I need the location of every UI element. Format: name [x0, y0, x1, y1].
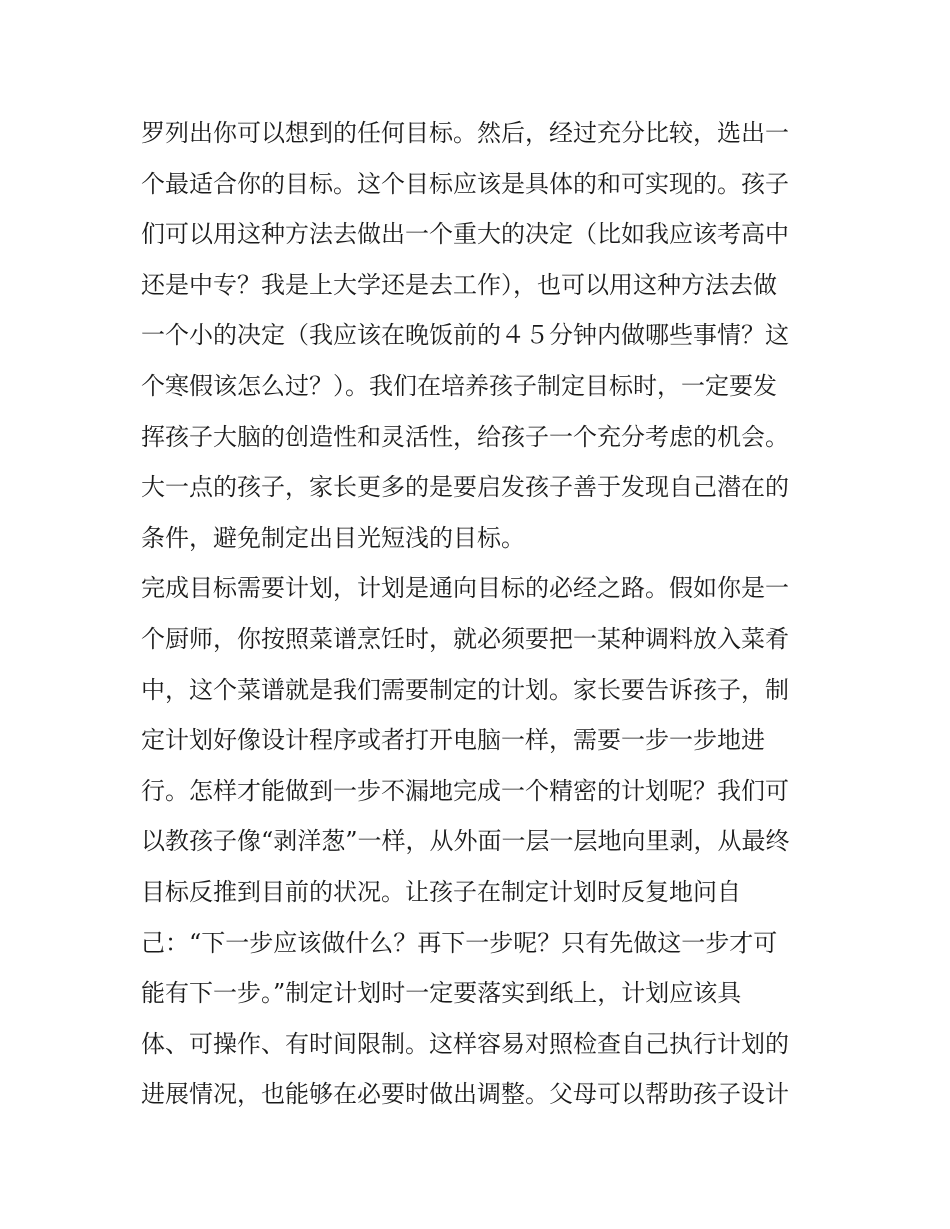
text-line: 个最适合你的目标。这个目标应该是具体的和可实现的。孩子: [141, 169, 789, 198]
text-line: 行。怎样才能做到一步不漏地完成一个精密的计划呢？我们可: [141, 776, 789, 805]
text-line: 个厨师，你按照菜谱烹饪时，就必须要把一某种调料放入菜肴: [141, 624, 789, 653]
text-line: 挥孩子大脑的创造性和灵活性，给孩子一个充分考虑的机会。: [141, 422, 789, 451]
text-line: 大一点的孩子，家长更多的是要启发孩子善于发现自己潜在的: [141, 473, 789, 502]
text-line: 目标反推到目前的状况。让孩子在制定计划时反复地问自: [141, 877, 741, 906]
body-text: [141, 108, 821, 1120]
text-line: 罗列出你可以想到的任何目标。然后，经过充分比较，选出一: [141, 119, 789, 147]
text-line: 个寒假该怎么过？）。我们在培养孩子制定目标时，一定要发: [141, 371, 777, 400]
text-line: 定计划好像设计程序或者打开电脑一样，需要一步一步地进: [141, 726, 765, 755]
text-line: 们可以用这种方法去做出一个重大的决定（比如我应该考高中: [141, 220, 789, 249]
text-line: 条件，避免制定出目光短浅的目标。: [141, 523, 525, 552]
text-line: 进展情况，也能够在必要时做出调整。父母可以帮助孩子设计: [141, 1080, 789, 1109]
text-line: 完成目标需要计划，计划是通向目标的必经之路。假如你是一: [141, 574, 789, 603]
text-line: 还是中专？我是上大学还是去工作），也可以用这种方法去做: [141, 270, 777, 299]
text-line: 中，这个菜谱就是我们需要制定的计划。家长要告诉孩子，制: [141, 675, 789, 704]
text-line: 一个小的决定（我应该在晚饭前的４５分钟内做哪些事情？这: [141, 321, 789, 350]
text-line: 体、可操作、有时间限制。这样容易对照检查自己执行计划的: [141, 1029, 789, 1058]
text-line: 己：“下一步应该做什么？再下一步呢？只有先做这一步才可: [141, 928, 778, 957]
text-line: 能有下一步。”制定计划时一定要落实到纸上，计划应该具: [141, 979, 742, 1008]
text-line: 以教孩子像“剥洋葱”一样，从外面一层一层地向里剥，从最终: [141, 827, 790, 856]
